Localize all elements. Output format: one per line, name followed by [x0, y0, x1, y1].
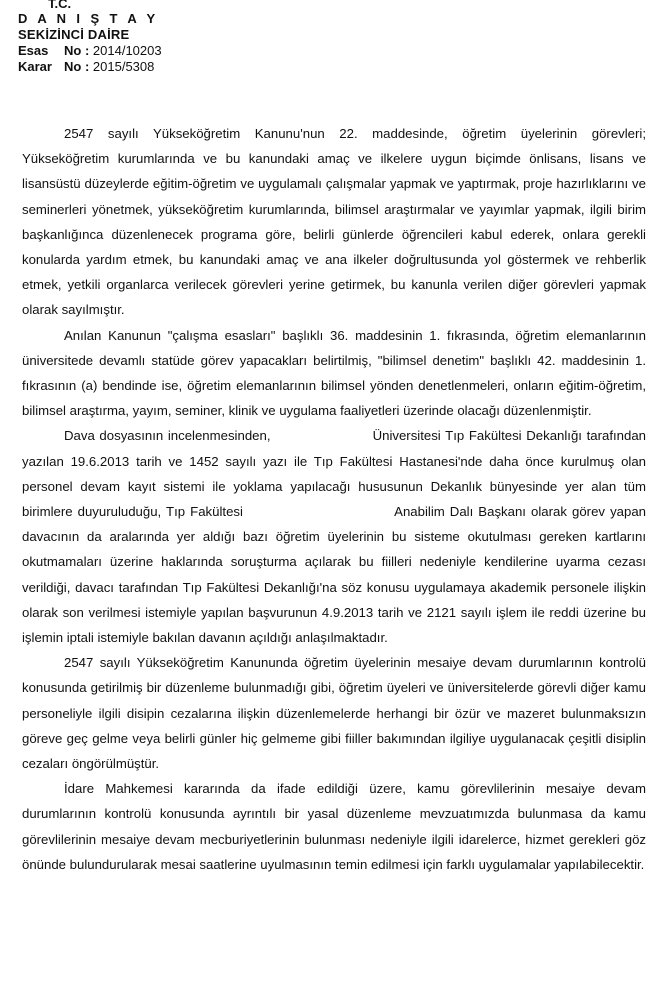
paragraph-3: Dava dosyasının incelenmesinden, Üniversitesi Tıp Fakültesi Dekanlığı tarafından yazılan 19.6.2013 tarih ve 1452 sayılı yazı ile Tıp Fakültesi Hastanesi'nde daha önce kurulmuş olan personel devam kayıt sistemi ile yoklama yapılacağı hususunun Dekanlık bünyesinde yer alan tüm birimlere duyuruluduğu, Tıp Fakültesi Anabilim Dalı Başkanı olarak görev yapan davacının da aralarında yer aldığı bazı öğretim üyelerinin bu sisteme okutulması gereken kartlarını okutmamaları üzerine haklarında soruşturma açılarak bu fiilleri nedeniyle kendilerine uyarma cezası verildiği, davacı tarafından Tıp Fakültesi Dekanlığı'na söz konusu uygulamaya akademik personele ilişkin olarak son verilmesi istemiyle yapılan başvurunun 4.9.2013 tarih ve 2121 sayılı işlem ile reddi üzerine bu işlemin iptali istemiyle bakılan davanın açıldığı anlaşılmaktadır. [22, 428, 650, 646]
header-karar-row [18, 59, 154, 74]
document-body [22, 121, 650, 877]
esas-value: 2014/10203 [92, 43, 162, 58]
esas-no-label: No : [64, 43, 90, 58]
header-tc: T.C. [48, 0, 72, 11]
header-court-name: D A N I Ş T A Y [18, 11, 159, 26]
paragraph-5: İdare Mahkemesi kararında da ifade edildiği üzere, kamu görevlilerinin mesaiye devam durumlarının kontrolü konusunda ayrıntılı bir yasal düzenleme mevzuatımızda bulunmasa da kamu görevlilerinin mesaiye devam mecburiyetlerinin bulunması nedeniyle ilgili idarelerce, hizmet gerekleri göz önünde bulundurularak mesai saatlerine uyulmasının temin edilmesi için farklı uygulamalar yapılabilecektir. [22, 781, 646, 872]
header-chamber: SEKİZİNCİ DAİRE [18, 27, 130, 42]
karar-label: Karar [18, 59, 52, 74]
karar-no-label: No : [64, 59, 90, 74]
header-esas-row [18, 43, 162, 58]
esas-label: Esas [18, 43, 49, 58]
karar-value: 2015/5308 [92, 59, 155, 74]
paragraph-2: Anılan Kanunun "çalışma esasları" başlıklı 36. maddesinin 1. fıkrasında, öğretim elemanlarının üniversitede devamlı statüde görev yapacakları belirtilmiş, "bilimsel denetim" başlıklı 42. maddesinin 1. fıkrasının (a) bendinde ise, öğretim elemanlarının bilimsel yönden denetlenmeleri, onların eğitim-öğretim, bilimsel araştırma, yayım, seminer, klinik ve uygulama faaliyetleri üzerinde olacağı düzenlenmiştir. [22, 327, 646, 419]
paragraph-1: 2547 sayılı Yükseköğretim Kanunu'nun 22. maddesinde, öğretim üyelerinin görevleri; Yükseköğretim kurumlarında ve bu kanundaki amaç ve ilkelere uygun biçimde önlisans, lisans ve lisansüstü düzeylerde eğitim-öğretim ve uygulamalı çalışmalar yapmak ve yaptırmak, proje hazırlıklarını ve seminerleri yönetmek, yükseköğretim kurumlarında, bilimsel araştırmalar ve yayımlar yapmak, ilgili birim başkanlığınca düzenlenecek programa göre, belirli günlerde öğrencileri kabul ederek, onlara gerekli konularda yardım etmek, bu kanundaki amaç ve ana ilkeler doğrultusunda yol göstermek ve rehberlik etmek, yetkili organlarca verilecek görevleri yerine getirmek, bu kanunla verilen diğer görevleri yapmak olarak sayılmıştır. [22, 126, 646, 318]
paragraph-4: 2547 sayılı Yükseköğretim Kanununda öğretim üyelerinin mesaiye devam durumlarının kontrolü konusunda getirilmiş bir düzenleme bulunmadığı gibi, öğretim üyeleri ve üniversitelerde görevli diğer kamu personeliyle ilgili disipin cezalarına ilişkin düzenlemelerde herhangi bir özür ve mazeret bulunmaksızın göreve geç gelme veya belirli günler hiç gelmeme gibi fiiller bakımından ilgiliye uygulanacak çeşitli disiplin cezaları öngörülmüştür. [22, 655, 646, 772]
